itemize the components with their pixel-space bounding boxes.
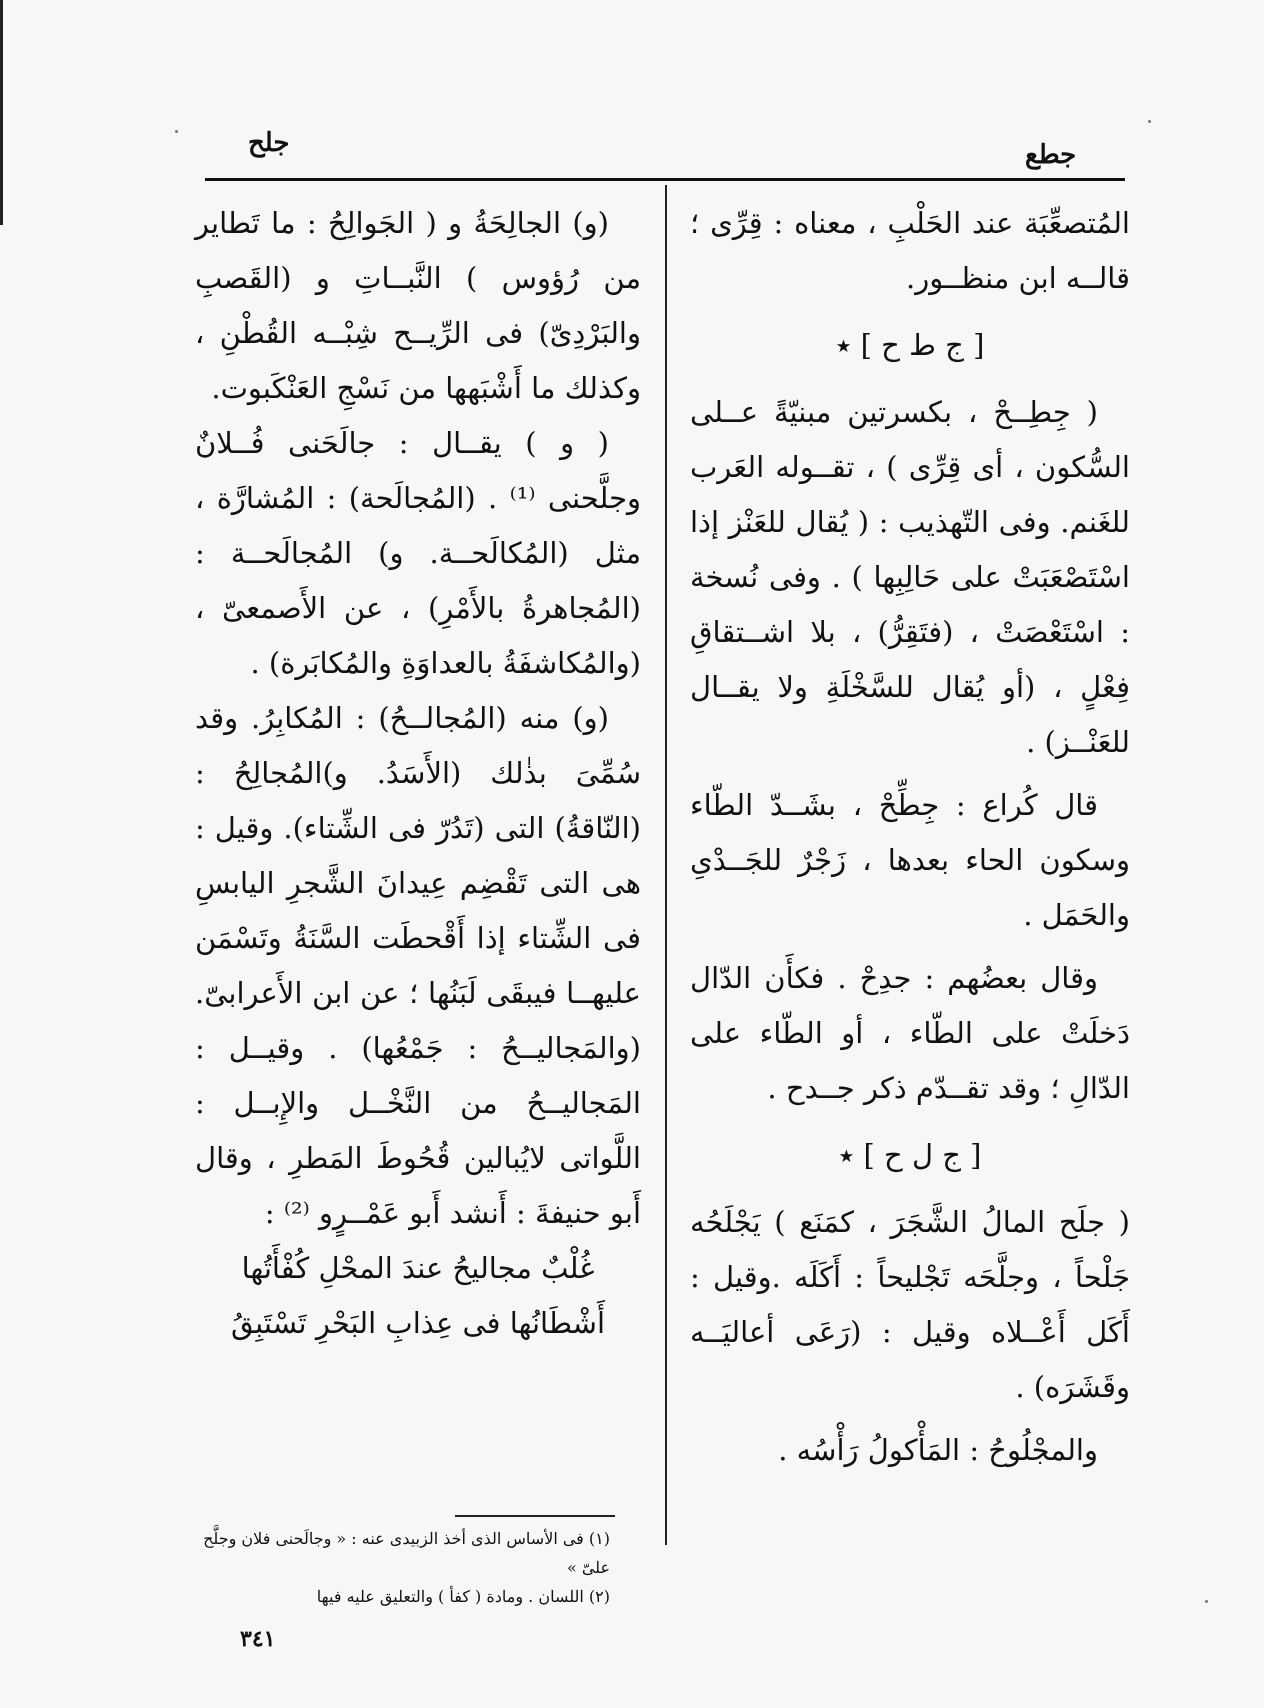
scan-speck	[1205, 1600, 1208, 1603]
entry-paragraph: (و) الجالِحَةُ و ( الجَوالِحُ : ما تَطاير من رُؤوس ) النَّبــاتِ و (القَصبِ والبَرْدِىّ) فى الرِّيــح شِبْــه القُطْنِ ، وكذلك ما أَشْبَهها من نَسْجِ العَنْكَبوت.	[195, 206, 641, 405]
entry-paragraph: والمجْلُوحُ : المَأْكولُ رَأْسُه .	[778, 1433, 1098, 1467]
entry-paragraph: قال كُراع : جِطِّحْ ، بشَــدّ الطّاء وسكون الحاء بعدها ، زَجْرٌ للجَــدْىِ والحَمَل .	[690, 788, 1130, 932]
right-column	[690, 196, 1130, 1478]
running-head-left: جلح	[248, 128, 290, 158]
verse-line: غُلْبٌ مجاليحُ عندَ المحْلِ كُفْأَتُها	[241, 1251, 595, 1285]
column-divider	[665, 185, 667, 1545]
entry-paragraph: ( جِطِــحْ ، بكسرتين مبنيّةً عــلى السُّكون ، أى قِرِّى ) ، تقــوله العَرب للغَنم. وفى التّهذيب : ( يُقال للعَنْز إذا اسْتَصْعَبَتْ على حَالِبِها ) . وفى نُسخة : اسْتَعْصَتْ ، (فتَقِرُّ) ، بلا اشــتقاقِ فِعْلٍ ، (أو يُقال للسَّخْلَةِ ولا يقــال للعَنْــز) .	[690, 395, 1130, 759]
footnote: (١) فى الأساس الذى أخذ الزبيدى عنه : « وجالَحنى فلان وجلَّح علىّ »	[203, 1529, 610, 1577]
footnotes	[200, 1524, 610, 1611]
left-column	[195, 196, 641, 1351]
footnote: (٢) اللسان . ومادة ( كفأ ) والتعليق عليه فيها	[316, 1587, 610, 1606]
scan-speck	[175, 130, 178, 133]
footnote-rule	[455, 1515, 615, 1517]
scan-edge-mark	[0, 0, 3, 225]
header-rule	[205, 178, 1125, 181]
entry-paragraph: ( جلَح المالُ الشَّجَرَ ، كمَنَع ) يَجْلَحُه جَلْحاً ، وجلَّحَه تَجْليحاً : أَكَلَه .وقيل : أَكَل أَعْــلاه وقيل : (رَعَى أعاليَــه وقَشَرَه) .	[690, 1205, 1130, 1404]
entry-heading: [ ج ط ح ] ٭	[835, 328, 985, 362]
entry-paragraph: ( و ) يقــال : جالَحَنى فُــلانٌ وجلَّحنى ⁽¹⁾ . (المُجالَحة) : المُشارَّة ، مثل (المُكالَحــة. و) المُجالَحــة : (المُجاهرةُ بالأَمْرِ) ، عن الأَصمعىّ ، (والمُكاشفَةُ بالعداوَةِ والمُكابَرة) .	[195, 426, 642, 680]
page-number: ٣٤١	[240, 1626, 276, 1652]
verse-line: أَشْطَانُها فى عِذابِ البَحْرِ تَسْتَبِقُ	[230, 1306, 606, 1340]
entry-paragraph: وقال بعضُهم : جدِحْ . فكأَن الدّال دَخلَتْ على الطّاء ، أو الطّاء على الدّالِ ؛ وقد تقــدّم ذكر جــدح .	[690, 961, 1130, 1105]
entry-paragraph: المُتصعِّبَة عند الحَلْبِ ، معناه : قِرِّى ؛ قالــه ابن منظــور.	[690, 206, 1130, 295]
entry-paragraph: (و) منه (المُجالــحُ) : المُكابِرُ. وقد سُمِّىَ بذٰلك (الأَسَدُ. و)المُجالِحُ : (النّاقةُ) التى (تَدُرّ فى الشِّتاء). وقيل : هى التى تَقْضِم عِيدانَ الشَّجرِ اليابسِ فى الشِّتاء إذا أَقْحطَت السَّنَةُ وتَسْمَن عليهــا فيبقَى لَبَنُها ؛ عن ابن الأَعرابىّ. (والمَجاليــحُ : جَمْعُها) . وقيــل : المَجاليــحُ من النَّخْــل والإِبــل : اللَّواتى لايُبالين قُحُوطَ المَطرِ ، وقال أَبو حنيفةَ : أَنشد أَبو عَمْــرٍو ⁽²⁾ :	[195, 701, 641, 1230]
entry-heading: [ ج ل ح ] ٭	[838, 1138, 982, 1172]
running-head-right: جطع	[1025, 140, 1077, 170]
scan-speck	[1148, 120, 1151, 123]
